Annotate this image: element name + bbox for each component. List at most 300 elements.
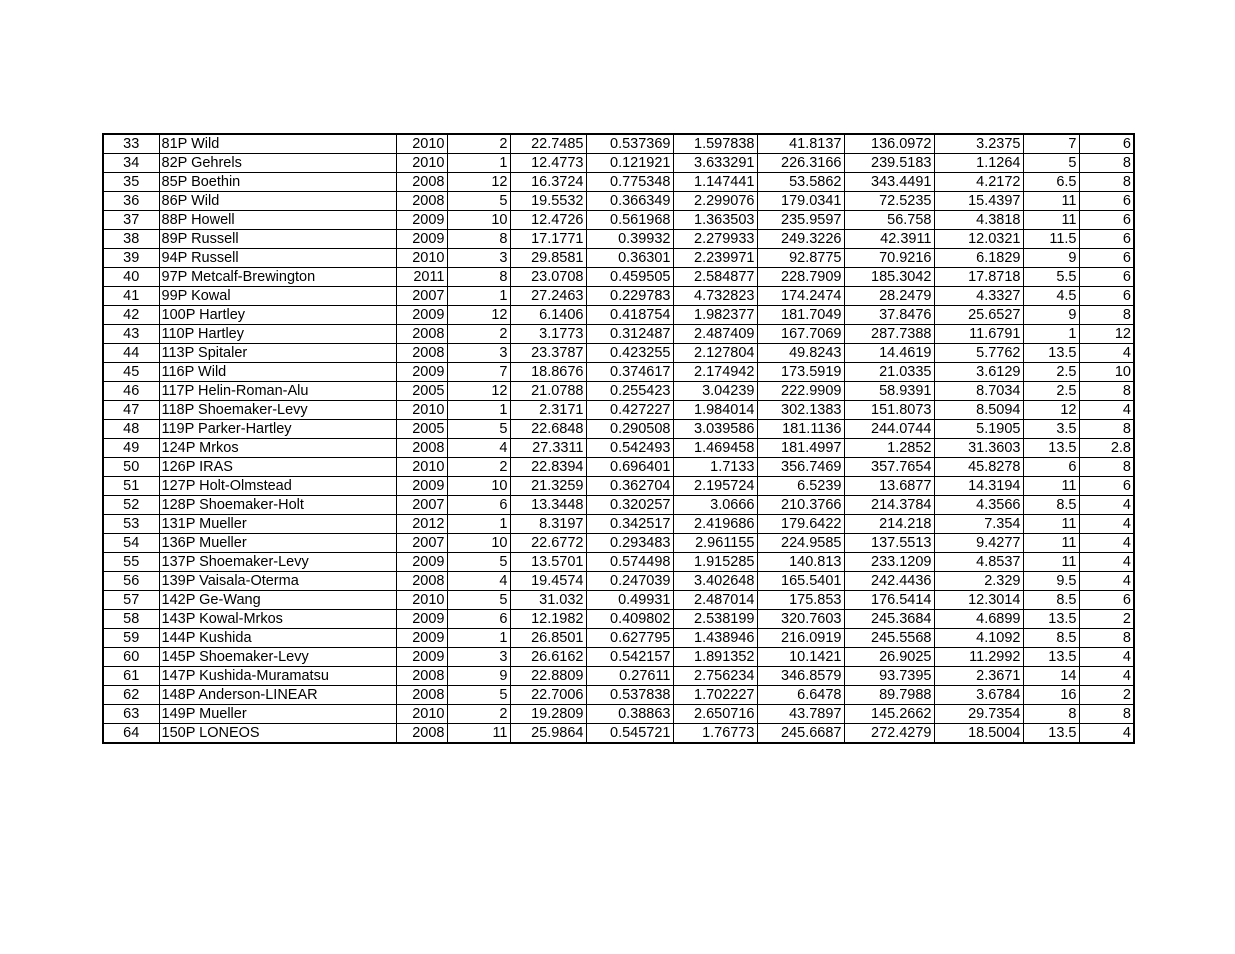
cell-col-i[interactable]: 287.7388 xyxy=(844,325,934,344)
cell-col-f[interactable]: 0.39932 xyxy=(586,230,673,249)
cell-month[interactable]: 11 xyxy=(447,724,510,744)
cell-col-f[interactable]: 0.542157 xyxy=(586,648,673,667)
cell-month[interactable]: 6 xyxy=(447,496,510,515)
cell-col-e[interactable]: 22.7485 xyxy=(510,134,586,154)
cell-year[interactable]: 2008 xyxy=(396,572,447,591)
cell-month[interactable]: 5 xyxy=(447,591,510,610)
cell-year[interactable]: 2009 xyxy=(396,610,447,629)
cell-month[interactable]: 7 xyxy=(447,363,510,382)
cell-col-e[interactable]: 8.3197 xyxy=(510,515,586,534)
cell-col-f[interactable]: 0.775348 xyxy=(586,173,673,192)
cell-col-k[interactable]: 7 xyxy=(1023,134,1079,154)
cell-year[interactable]: 2010 xyxy=(396,154,447,173)
cell-col-f[interactable]: 0.247039 xyxy=(586,572,673,591)
cell-col-e[interactable]: 21.0788 xyxy=(510,382,586,401)
cell-comet-name[interactable]: 145P Shoemaker-Levy xyxy=(159,648,396,667)
cell-col-i[interactable]: 89.7988 xyxy=(844,686,934,705)
cell-col-j[interactable]: 3.6129 xyxy=(934,363,1023,382)
cell-col-j[interactable]: 18.5004 xyxy=(934,724,1023,744)
cell-col-e[interactable]: 23.0708 xyxy=(510,268,586,287)
cell-col-i[interactable]: 244.0744 xyxy=(844,420,934,439)
cell-col-e[interactable]: 21.3259 xyxy=(510,477,586,496)
cell-col-k[interactable]: 13.5 xyxy=(1023,439,1079,458)
cell-year[interactable]: 2009 xyxy=(396,211,447,230)
cell-col-l[interactable]: 4 xyxy=(1079,667,1134,686)
cell-col-k[interactable]: 12 xyxy=(1023,401,1079,420)
cell-col-f[interactable]: 0.121921 xyxy=(586,154,673,173)
cell-comet-name[interactable]: 81P Wild xyxy=(159,134,396,154)
cell-col-f[interactable]: 0.320257 xyxy=(586,496,673,515)
cell-col-l[interactable]: 8 xyxy=(1079,173,1134,192)
cell-col-e[interactable]: 12.4773 xyxy=(510,154,586,173)
cell-col-i[interactable]: 151.8073 xyxy=(844,401,934,420)
cell-col-j[interactable]: 12.0321 xyxy=(934,230,1023,249)
cell-col-i[interactable]: 214.218 xyxy=(844,515,934,534)
cell-comet-name[interactable]: 88P Howell xyxy=(159,211,396,230)
cell-col-i[interactable]: 42.3911 xyxy=(844,230,934,249)
cell-col-g[interactable]: 2.127804 xyxy=(673,344,757,363)
cell-col-j[interactable]: 31.3603 xyxy=(934,439,1023,458)
cell-comet-name[interactable]: 99P Kowal xyxy=(159,287,396,306)
cell-row-number[interactable]: 34 xyxy=(103,154,159,173)
cell-row-number[interactable]: 37 xyxy=(103,211,159,230)
cell-col-j[interactable]: 11.6791 xyxy=(934,325,1023,344)
cell-col-i[interactable]: 272.4279 xyxy=(844,724,934,744)
cell-col-j[interactable]: 4.3327 xyxy=(934,287,1023,306)
cell-col-g[interactable]: 2.961155 xyxy=(673,534,757,553)
cell-row-number[interactable]: 47 xyxy=(103,401,159,420)
cell-col-l[interactable]: 4 xyxy=(1079,496,1134,515)
cell-month[interactable]: 5 xyxy=(447,553,510,572)
cell-col-g[interactable]: 2.419686 xyxy=(673,515,757,534)
cell-comet-name[interactable]: 137P Shoemaker-Levy xyxy=(159,553,396,572)
cell-col-h[interactable]: 175.853 xyxy=(757,591,844,610)
cell-col-g[interactable]: 1.891352 xyxy=(673,648,757,667)
cell-col-l[interactable]: 6 xyxy=(1079,268,1134,287)
cell-month[interactable]: 3 xyxy=(447,249,510,268)
cell-col-h[interactable]: 210.3766 xyxy=(757,496,844,515)
cell-col-k[interactable]: 2.5 xyxy=(1023,363,1079,382)
cell-col-h[interactable]: 228.7909 xyxy=(757,268,844,287)
cell-col-e[interactable]: 22.7006 xyxy=(510,686,586,705)
cell-row-number[interactable]: 36 xyxy=(103,192,159,211)
cell-row-number[interactable]: 39 xyxy=(103,249,159,268)
cell-year[interactable]: 2007 xyxy=(396,534,447,553)
cell-col-k[interactable]: 13.5 xyxy=(1023,648,1079,667)
cell-col-k[interactable]: 8.5 xyxy=(1023,496,1079,515)
cell-col-g[interactable]: 1.982377 xyxy=(673,306,757,325)
cell-col-e[interactable]: 22.6772 xyxy=(510,534,586,553)
cell-col-l[interactable]: 10 xyxy=(1079,363,1134,382)
cell-month[interactable]: 1 xyxy=(447,401,510,420)
cell-col-i[interactable]: 93.7395 xyxy=(844,667,934,686)
cell-col-l[interactable]: 6 xyxy=(1079,230,1134,249)
cell-col-e[interactable]: 13.3448 xyxy=(510,496,586,515)
cell-col-g[interactable]: 3.633291 xyxy=(673,154,757,173)
cell-col-j[interactable]: 3.2375 xyxy=(934,134,1023,154)
cell-col-k[interactable]: 9.5 xyxy=(1023,572,1079,591)
cell-col-h[interactable]: 167.7069 xyxy=(757,325,844,344)
cell-col-j[interactable]: 15.4397 xyxy=(934,192,1023,211)
cell-col-g[interactable]: 3.402648 xyxy=(673,572,757,591)
cell-col-h[interactable]: 92.8775 xyxy=(757,249,844,268)
cell-col-j[interactable]: 1.1264 xyxy=(934,154,1023,173)
cell-col-l[interactable]: 6 xyxy=(1079,192,1134,211)
cell-year[interactable]: 2008 xyxy=(396,667,447,686)
cell-col-h[interactable]: 222.9909 xyxy=(757,382,844,401)
cell-col-h[interactable]: 249.3226 xyxy=(757,230,844,249)
cell-col-l[interactable]: 12 xyxy=(1079,325,1134,344)
cell-col-f[interactable]: 0.409802 xyxy=(586,610,673,629)
cell-col-l[interactable]: 2.8 xyxy=(1079,439,1134,458)
cell-col-e[interactable]: 26.6162 xyxy=(510,648,586,667)
cell-col-f[interactable]: 0.561968 xyxy=(586,211,673,230)
cell-col-g[interactable]: 2.279933 xyxy=(673,230,757,249)
cell-col-i[interactable]: 56.758 xyxy=(844,211,934,230)
cell-col-l[interactable]: 4 xyxy=(1079,515,1134,534)
cell-col-f[interactable]: 0.255423 xyxy=(586,382,673,401)
cell-col-f[interactable]: 0.362704 xyxy=(586,477,673,496)
cell-row-number[interactable]: 63 xyxy=(103,705,159,724)
cell-col-k[interactable]: 8.5 xyxy=(1023,629,1079,648)
cell-col-e[interactable]: 22.8809 xyxy=(510,667,586,686)
cell-col-h[interactable]: 49.8243 xyxy=(757,344,844,363)
cell-col-f[interactable]: 0.290508 xyxy=(586,420,673,439)
cell-col-k[interactable]: 8.5 xyxy=(1023,591,1079,610)
cell-year[interactable]: 2009 xyxy=(396,477,447,496)
cell-col-l[interactable]: 8 xyxy=(1079,420,1134,439)
cell-row-number[interactable]: 52 xyxy=(103,496,159,515)
cell-year[interactable]: 2008 xyxy=(396,686,447,705)
cell-comet-name[interactable]: 124P Mrkos xyxy=(159,439,396,458)
cell-col-h[interactable]: 165.5401 xyxy=(757,572,844,591)
cell-comet-name[interactable]: 82P Gehrels xyxy=(159,154,396,173)
cell-col-j[interactable]: 2.329 xyxy=(934,572,1023,591)
cell-col-k[interactable]: 4.5 xyxy=(1023,287,1079,306)
cell-row-number[interactable]: 60 xyxy=(103,648,159,667)
cell-col-k[interactable]: 11 xyxy=(1023,192,1079,211)
cell-col-f[interactable]: 0.696401 xyxy=(586,458,673,477)
cell-year[interactable]: 2010 xyxy=(396,249,447,268)
cell-year[interactable]: 2007 xyxy=(396,496,447,515)
cell-col-e[interactable]: 22.8394 xyxy=(510,458,586,477)
cell-col-k[interactable]: 11 xyxy=(1023,515,1079,534)
cell-comet-name[interactable]: 147P Kushida-Muramatsu xyxy=(159,667,396,686)
cell-col-k[interactable]: 5.5 xyxy=(1023,268,1079,287)
cell-col-i[interactable]: 136.0972 xyxy=(844,134,934,154)
cell-col-j[interactable]: 11.2992 xyxy=(934,648,1023,667)
cell-col-h[interactable]: 10.1421 xyxy=(757,648,844,667)
cell-col-e[interactable]: 19.4574 xyxy=(510,572,586,591)
cell-month[interactable]: 3 xyxy=(447,344,510,363)
cell-col-k[interactable]: 5 xyxy=(1023,154,1079,173)
cell-col-j[interactable]: 14.3194 xyxy=(934,477,1023,496)
cell-col-j[interactable]: 5.1905 xyxy=(934,420,1023,439)
cell-year[interactable]: 2008 xyxy=(396,325,447,344)
cell-col-i[interactable]: 14.4619 xyxy=(844,344,934,363)
cell-col-i[interactable]: 137.5513 xyxy=(844,534,934,553)
cell-row-number[interactable]: 64 xyxy=(103,724,159,744)
cell-col-k[interactable]: 11 xyxy=(1023,553,1079,572)
cell-col-h[interactable]: 140.813 xyxy=(757,553,844,572)
cell-row-number[interactable]: 61 xyxy=(103,667,159,686)
cell-col-h[interactable]: 41.8137 xyxy=(757,134,844,154)
cell-year[interactable]: 2010 xyxy=(396,134,447,154)
cell-month[interactable]: 1 xyxy=(447,154,510,173)
cell-col-e[interactable]: 27.2463 xyxy=(510,287,586,306)
cell-month[interactable]: 3 xyxy=(447,648,510,667)
cell-col-g[interactable]: 2.650716 xyxy=(673,705,757,724)
cell-comet-name[interactable]: 131P Mueller xyxy=(159,515,396,534)
cell-row-number[interactable]: 43 xyxy=(103,325,159,344)
cell-comet-name[interactable]: 94P Russell xyxy=(159,249,396,268)
cell-year[interactable]: 2009 xyxy=(396,629,447,648)
cell-col-g[interactable]: 2.487014 xyxy=(673,591,757,610)
cell-col-g[interactable]: 2.174942 xyxy=(673,363,757,382)
cell-year[interactable]: 2008 xyxy=(396,439,447,458)
cell-comet-name[interactable]: 117P Helin-Roman-Alu xyxy=(159,382,396,401)
cell-year[interactable]: 2010 xyxy=(396,591,447,610)
cell-row-number[interactable]: 42 xyxy=(103,306,159,325)
cell-col-i[interactable]: 233.1209 xyxy=(844,553,934,572)
cell-col-j[interactable]: 7.354 xyxy=(934,515,1023,534)
cell-comet-name[interactable]: 100P Hartley xyxy=(159,306,396,325)
cell-month[interactable]: 2 xyxy=(447,325,510,344)
cell-col-l[interactable]: 6 xyxy=(1079,287,1134,306)
cell-col-j[interactable]: 4.2172 xyxy=(934,173,1023,192)
cell-row-number[interactable]: 38 xyxy=(103,230,159,249)
cell-row-number[interactable]: 46 xyxy=(103,382,159,401)
cell-col-l[interactable]: 4 xyxy=(1079,553,1134,572)
cell-col-g[interactable]: 1.438946 xyxy=(673,629,757,648)
cell-month[interactable]: 5 xyxy=(447,192,510,211)
cell-row-number[interactable]: 41 xyxy=(103,287,159,306)
cell-col-j[interactable]: 4.8537 xyxy=(934,553,1023,572)
cell-comet-name[interactable]: 113P Spitaler xyxy=(159,344,396,363)
cell-col-j[interactable]: 4.1092 xyxy=(934,629,1023,648)
cell-col-f[interactable]: 0.27611 xyxy=(586,667,673,686)
cell-year[interactable]: 2009 xyxy=(396,230,447,249)
cell-comet-name[interactable]: 126P IRAS xyxy=(159,458,396,477)
cell-col-h[interactable]: 181.7049 xyxy=(757,306,844,325)
cell-row-number[interactable]: 62 xyxy=(103,686,159,705)
cell-col-i[interactable]: 1.2852 xyxy=(844,439,934,458)
cell-comet-name[interactable]: 128P Shoemaker-Holt xyxy=(159,496,396,515)
cell-col-h[interactable]: 224.9585 xyxy=(757,534,844,553)
cell-col-f[interactable]: 0.38863 xyxy=(586,705,673,724)
cell-col-k[interactable]: 1 xyxy=(1023,325,1079,344)
cell-col-l[interactable]: 8 xyxy=(1079,458,1134,477)
cell-col-l[interactable]: 6 xyxy=(1079,591,1134,610)
cell-row-number[interactable]: 40 xyxy=(103,268,159,287)
cell-col-f[interactable]: 0.627795 xyxy=(586,629,673,648)
cell-comet-name[interactable]: 148P Anderson-LINEAR xyxy=(159,686,396,705)
cell-col-l[interactable]: 8 xyxy=(1079,629,1134,648)
cell-year[interactable]: 2009 xyxy=(396,306,447,325)
cell-col-f[interactable]: 0.427227 xyxy=(586,401,673,420)
cell-col-h[interactable]: 302.1383 xyxy=(757,401,844,420)
cell-col-i[interactable]: 242.4436 xyxy=(844,572,934,591)
cell-col-g[interactable]: 1.76773 xyxy=(673,724,757,744)
cell-col-k[interactable]: 6 xyxy=(1023,458,1079,477)
cell-col-i[interactable]: 145.2662 xyxy=(844,705,934,724)
cell-col-g[interactable]: 1.597838 xyxy=(673,134,757,154)
cell-col-i[interactable]: 245.5568 xyxy=(844,629,934,648)
cell-col-g[interactable]: 2.239971 xyxy=(673,249,757,268)
cell-comet-name[interactable]: 149P Mueller xyxy=(159,705,396,724)
cell-col-j[interactable]: 17.8718 xyxy=(934,268,1023,287)
cell-month[interactable]: 10 xyxy=(447,211,510,230)
cell-col-f[interactable]: 0.374617 xyxy=(586,363,673,382)
cell-col-l[interactable]: 4 xyxy=(1079,572,1134,591)
cell-col-j[interactable]: 45.8278 xyxy=(934,458,1023,477)
cell-year[interactable]: 2011 xyxy=(396,268,447,287)
cell-year[interactable]: 2010 xyxy=(396,458,447,477)
cell-col-i[interactable]: 21.0335 xyxy=(844,363,934,382)
cell-row-number[interactable]: 59 xyxy=(103,629,159,648)
cell-row-number[interactable]: 33 xyxy=(103,134,159,154)
cell-col-k[interactable]: 9 xyxy=(1023,249,1079,268)
cell-year[interactable]: 2008 xyxy=(396,192,447,211)
cell-col-l[interactable]: 6 xyxy=(1079,249,1134,268)
cell-col-i[interactable]: 343.4491 xyxy=(844,173,934,192)
cell-year[interactable]: 2009 xyxy=(396,363,447,382)
cell-col-e[interactable]: 16.3724 xyxy=(510,173,586,192)
cell-col-g[interactable]: 3.0666 xyxy=(673,496,757,515)
cell-col-j[interactable]: 4.3818 xyxy=(934,211,1023,230)
cell-month[interactable]: 2 xyxy=(447,458,510,477)
cell-col-k[interactable]: 11.5 xyxy=(1023,230,1079,249)
cell-col-f[interactable]: 0.342517 xyxy=(586,515,673,534)
cell-col-i[interactable]: 245.3684 xyxy=(844,610,934,629)
cell-col-l[interactable]: 8 xyxy=(1079,382,1134,401)
cell-col-e[interactable]: 22.6848 xyxy=(510,420,586,439)
cell-col-l[interactable]: 8 xyxy=(1079,154,1134,173)
cell-month[interactable]: 9 xyxy=(447,667,510,686)
cell-col-f[interactable]: 0.574498 xyxy=(586,553,673,572)
cell-month[interactable]: 8 xyxy=(447,230,510,249)
cell-col-i[interactable]: 72.5235 xyxy=(844,192,934,211)
cell-month[interactable]: 2 xyxy=(447,134,510,154)
cell-col-i[interactable]: 239.5183 xyxy=(844,154,934,173)
cell-col-h[interactable]: 226.3166 xyxy=(757,154,844,173)
cell-col-f[interactable]: 0.49931 xyxy=(586,591,673,610)
cell-col-h[interactable]: 245.6687 xyxy=(757,724,844,744)
cell-month[interactable]: 4 xyxy=(447,439,510,458)
cell-col-j[interactable]: 2.3671 xyxy=(934,667,1023,686)
cell-year[interactable]: 2012 xyxy=(396,515,447,534)
cell-comet-name[interactable]: 119P Parker-Hartley xyxy=(159,420,396,439)
cell-col-g[interactable]: 2.756234 xyxy=(673,667,757,686)
cell-col-g[interactable]: 2.584877 xyxy=(673,268,757,287)
cell-col-l[interactable]: 6 xyxy=(1079,477,1134,496)
cell-col-e[interactable]: 12.4726 xyxy=(510,211,586,230)
cell-col-f[interactable]: 0.537838 xyxy=(586,686,673,705)
cell-col-i[interactable]: 58.9391 xyxy=(844,382,934,401)
cell-col-g[interactable]: 4.732823 xyxy=(673,287,757,306)
cell-col-e[interactable]: 3.1773 xyxy=(510,325,586,344)
cell-comet-name[interactable]: 97P Metcalf-Brewington xyxy=(159,268,396,287)
cell-year[interactable]: 2005 xyxy=(396,420,447,439)
cell-col-j[interactable]: 8.5094 xyxy=(934,401,1023,420)
cell-row-number[interactable]: 58 xyxy=(103,610,159,629)
cell-col-i[interactable]: 13.6877 xyxy=(844,477,934,496)
cell-row-number[interactable]: 53 xyxy=(103,515,159,534)
cell-col-f[interactable]: 0.418754 xyxy=(586,306,673,325)
cell-col-g[interactable]: 2.299076 xyxy=(673,192,757,211)
cell-col-j[interactable]: 8.7034 xyxy=(934,382,1023,401)
cell-col-j[interactable]: 6.1829 xyxy=(934,249,1023,268)
cell-row-number[interactable]: 51 xyxy=(103,477,159,496)
cell-col-l[interactable]: 2 xyxy=(1079,610,1134,629)
cell-col-k[interactable]: 3.5 xyxy=(1023,420,1079,439)
cell-col-f[interactable]: 0.312487 xyxy=(586,325,673,344)
cell-col-h[interactable]: 346.8579 xyxy=(757,667,844,686)
cell-col-f[interactable]: 0.459505 xyxy=(586,268,673,287)
cell-col-k[interactable]: 11 xyxy=(1023,211,1079,230)
cell-comet-name[interactable]: 127P Holt-Olmstead xyxy=(159,477,396,496)
cell-col-h[interactable]: 43.7897 xyxy=(757,705,844,724)
cell-col-h[interactable]: 179.0341 xyxy=(757,192,844,211)
cell-col-e[interactable]: 13.5701 xyxy=(510,553,586,572)
cell-month[interactable]: 1 xyxy=(447,629,510,648)
cell-col-e[interactable]: 19.2809 xyxy=(510,705,586,724)
cell-year[interactable]: 2009 xyxy=(396,553,447,572)
cell-col-k[interactable]: 13.5 xyxy=(1023,724,1079,744)
cell-col-h[interactable]: 181.4997 xyxy=(757,439,844,458)
cell-month[interactable]: 2 xyxy=(447,705,510,724)
cell-col-h[interactable]: 6.5239 xyxy=(757,477,844,496)
cell-row-number[interactable]: 49 xyxy=(103,439,159,458)
cell-col-g[interactable]: 2.538199 xyxy=(673,610,757,629)
cell-col-f[interactable]: 0.366349 xyxy=(586,192,673,211)
cell-col-l[interactable]: 8 xyxy=(1079,705,1134,724)
cell-col-h[interactable]: 174.2474 xyxy=(757,287,844,306)
cell-col-k[interactable]: 11 xyxy=(1023,477,1079,496)
cell-row-number[interactable]: 54 xyxy=(103,534,159,553)
cell-col-e[interactable]: 27.3311 xyxy=(510,439,586,458)
cell-row-number[interactable]: 45 xyxy=(103,363,159,382)
cell-month[interactable]: 12 xyxy=(447,382,510,401)
cell-col-e[interactable]: 19.5532 xyxy=(510,192,586,211)
cell-row-number[interactable]: 55 xyxy=(103,553,159,572)
cell-row-number[interactable]: 56 xyxy=(103,572,159,591)
cell-col-l[interactable]: 6 xyxy=(1079,211,1134,230)
cell-col-g[interactable]: 1.469458 xyxy=(673,439,757,458)
cell-month[interactable]: 6 xyxy=(447,610,510,629)
cell-col-h[interactable]: 216.0919 xyxy=(757,629,844,648)
cell-col-g[interactable]: 1.702227 xyxy=(673,686,757,705)
cell-col-j[interactable]: 5.7762 xyxy=(934,344,1023,363)
cell-col-h[interactable]: 320.7603 xyxy=(757,610,844,629)
cell-month[interactable]: 10 xyxy=(447,534,510,553)
cell-col-k[interactable]: 2.5 xyxy=(1023,382,1079,401)
cell-month[interactable]: 1 xyxy=(447,515,510,534)
cell-col-g[interactable]: 1.915285 xyxy=(673,553,757,572)
cell-col-g[interactable]: 1.7133 xyxy=(673,458,757,477)
cell-comet-name[interactable]: 110P Hartley xyxy=(159,325,396,344)
cell-year[interactable]: 2008 xyxy=(396,344,447,363)
cell-comet-name[interactable]: 85P Boethin xyxy=(159,173,396,192)
cell-col-e[interactable]: 17.1771 xyxy=(510,230,586,249)
cell-comet-name[interactable]: 86P Wild xyxy=(159,192,396,211)
cell-comet-name[interactable]: 142P Ge-Wang xyxy=(159,591,396,610)
cell-month[interactable]: 5 xyxy=(447,420,510,439)
cell-col-g[interactable]: 3.039586 xyxy=(673,420,757,439)
cell-col-f[interactable]: 0.537369 xyxy=(586,134,673,154)
cell-col-f[interactable]: 0.229783 xyxy=(586,287,673,306)
cell-col-i[interactable]: 70.9216 xyxy=(844,249,934,268)
